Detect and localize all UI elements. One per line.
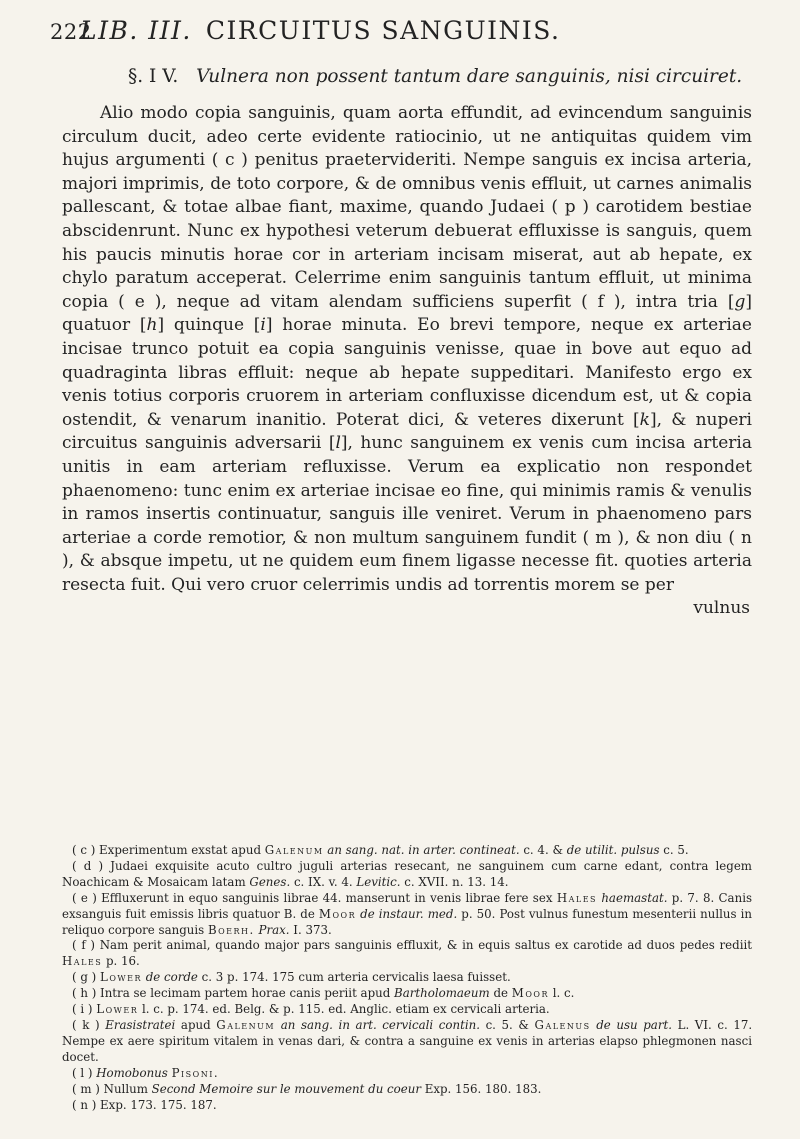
text-run: c. 5. & [485, 1017, 529, 1032]
footnote-k [62, 1018, 752, 1066]
text-run: ( c ) Experimentum exstat apud [72, 843, 261, 857]
catchword: vulnus [693, 598, 750, 619]
work-title: haemastat. [601, 890, 668, 905]
note-ref: k [639, 409, 650, 430]
text-run: Alio modo copia sanguinis, quam aorta effundit, ad evincendum sanguinis circulum ducit, adeo certe evidente ratiocinio, ut ne antiquitas quidem vim hujus argumenti ( c ) penitus praetervideriti. Nempe sanguis ex incisa arteria, majori imprimis, de toto corpore, & de omnibus venis effluit, ut carnes animalis pallescant, & totae albae fiant, maxime, quando Judaei ( p ) carotidem bestiae abscidenrunt. Nunc ex hypothesi veterum debuerat effluxisse is sanguis, quem his paucis minutis horae cor in arteriam incisam miserat, aut ab hepate, ex chylo paratum acceperat. Celerrime enim sanguinis tantum effluit, ut minima copia ( e ), neque ad vitam alendam sufficiens superfit ( f ), intra tria [ [62, 103, 752, 312]
text-run: ( h ) Intra se lecimam partem horae canis periit apud [72, 986, 391, 1001]
page-number: 222 [50, 20, 92, 44]
text-run: ], hunc sanguinem ex venis cum incisa arteria unitis in eam arteriam refluxisse. Verum ea explicatio non respondet phaenomeno: tunc enim ex arteriae incisae eo fine, qui minimis ramis & venulis in ramos insertis continuatur, sanguis ille veniret. Verum in phaenomeno pars arteriae a corde remotior, & non multum sanguinem fundit ( m ), & non diu ( n ), & absque impetu, ut ne quidem eum finem ligasse necesse fit. quoties arteria resecta fuit. Qui vero cruor celerrimis undis ad torrentis morem se per [62, 433, 752, 595]
footnote-d [62, 859, 752, 891]
work-title: Erasistratei [105, 1017, 176, 1032]
main-text [62, 102, 752, 621]
text-run: ( k ) [72, 1017, 100, 1032]
text-run: ( i ) [72, 1002, 93, 1017]
footnote-h [62, 986, 752, 1002]
author-name: Moor [511, 986, 549, 1001]
footnote-n: ( n ) Exp. 173. 175. 187. [72, 1097, 217, 1112]
text-run: c. 3 p. 174. 175 cum arteria cervicalis laesa fuisset. [201, 970, 511, 985]
author-name: Lower [100, 970, 142, 985]
text-run: p. 16. [105, 954, 140, 969]
text-run: ( g ) [72, 970, 97, 985]
work-title: Genes. [249, 874, 291, 889]
text-run: c. 4. & [523, 843, 563, 857]
note-ref: i [260, 315, 266, 336]
text-run: l. c. p. 174. ed. Belg. & p. 115. ed. Anglic. etiam ex cervicali arteria. [141, 1002, 550, 1017]
text-run: de [493, 986, 508, 1001]
text-run: p. 7. 8. Canis exsanguis fuit emissis libris quatuor B. de [62, 890, 753, 921]
text-run: ( e ) Effluxerunt in equo sanguinis librae 44. manserunt in venis librae fere sex [72, 890, 553, 905]
paragraph [62, 102, 752, 597]
text-run: ], & nuperi circuitus sanguinis adversarii [ [62, 409, 752, 454]
work-title: de usu part. [596, 1017, 672, 1032]
author-name: Boerh. [207, 922, 255, 937]
footnote-c [62, 843, 752, 859]
author-name: Pisoni. [171, 1065, 220, 1080]
text-run: l. c. [552, 986, 575, 1001]
text-run: ] quatuor [ [62, 291, 752, 336]
footnote-f [62, 938, 752, 970]
text-run: ( m ) Nullum [72, 1081, 148, 1096]
text-run: c. IX. v. 4. [293, 874, 353, 889]
running-header [50, 14, 730, 48]
author-name: Galenum [216, 1017, 276, 1032]
footnote-i [62, 1002, 752, 1018]
text-run: ] horae minuta. Eo brevi tempore, neque ex arteriae incisae trunco potuit ea copia sanguinis venisse, quae in bove aut equo ad quadraginta libras effluit: neque ab hepate suppeditari. Manifesto ergo ex venis totius corporis cruorem in arteriam confluxisse dicendum est, ut & copia ostendit, & venarum inanitio. Poterat dici, & veteres dixerunt [ [62, 315, 752, 430]
note-ref: l [335, 433, 341, 454]
author-name: Galenus [534, 1017, 591, 1032]
text-run: ( l ) [72, 1065, 93, 1080]
text-run: Exp. 156. 180. 183. [424, 1081, 542, 1096]
author-name: Galenum [264, 843, 324, 857]
footnotes [62, 843, 752, 1113]
work-title: de corde [145, 970, 198, 985]
running-title [80, 16, 560, 45]
text-run: I. 373. [293, 922, 332, 937]
work-title: Levitic. [356, 874, 401, 889]
book-label: LIB. III. [80, 16, 192, 45]
chapter-title: CIRCUITUS SANGUINIS. [205, 16, 561, 45]
footnote-l [62, 1066, 752, 1082]
work-title: Prax. [258, 922, 290, 937]
author-name: Lower [96, 1002, 139, 1017]
note-ref: h [146, 315, 158, 336]
work-title: an sang. in art. cervicali contin. [280, 1017, 480, 1032]
author-name: Hales [556, 890, 598, 905]
section-number: §. I V. [128, 66, 179, 87]
text-run: ( d ) Judaei exquisite acuto cultro juguli arterias resecant, ne sanguinem cum carne edant, contra legem Noachicam & Mosaicam latam [62, 858, 752, 889]
work-title: de utilit. pulsus [566, 843, 660, 857]
section-title: Vulnera non possent tantum dare sanguinis, nisi circuiret. [196, 66, 743, 87]
text-run: p. 50. Post vulnus funestum mesenterii nullus in reliquo corpore sanguis [62, 906, 752, 937]
footnote-e [62, 891, 752, 939]
text-run: c. XVII. n. 13. 14. [404, 874, 509, 889]
work-title: Second Memoire sur le mouvement du coeur [151, 1081, 421, 1096]
author-name: Moor [318, 906, 357, 921]
text-run: apud [180, 1017, 211, 1032]
work-title: an sang. nat. in arter. contineat. [327, 843, 520, 857]
work-title: Bartholomaeum [394, 986, 490, 1001]
note-ref: g [734, 291, 746, 312]
section-heading [128, 66, 768, 87]
text-run: L. VI. c. 17. Nempe ex aere spiritum vitalem in venas dari, & contra a sanguine ex venis in arterias elapso phlegmonen nasci docet. [62, 1017, 753, 1064]
author-name: Hales [62, 954, 103, 969]
footnote-m [62, 1082, 752, 1098]
text-run: c. 5. [663, 843, 689, 857]
work-title: de instaur. med. [360, 906, 458, 921]
footnote-g [62, 970, 752, 986]
text-run: ] quinque [ [157, 315, 261, 336]
text-run: ( f ) Nam perit animal, quando major pars sanguinis effluxit, & in equis saltus ex carotide ad duos pedes rediit [72, 938, 752, 953]
author-name: Homobonus [96, 1065, 168, 1080]
